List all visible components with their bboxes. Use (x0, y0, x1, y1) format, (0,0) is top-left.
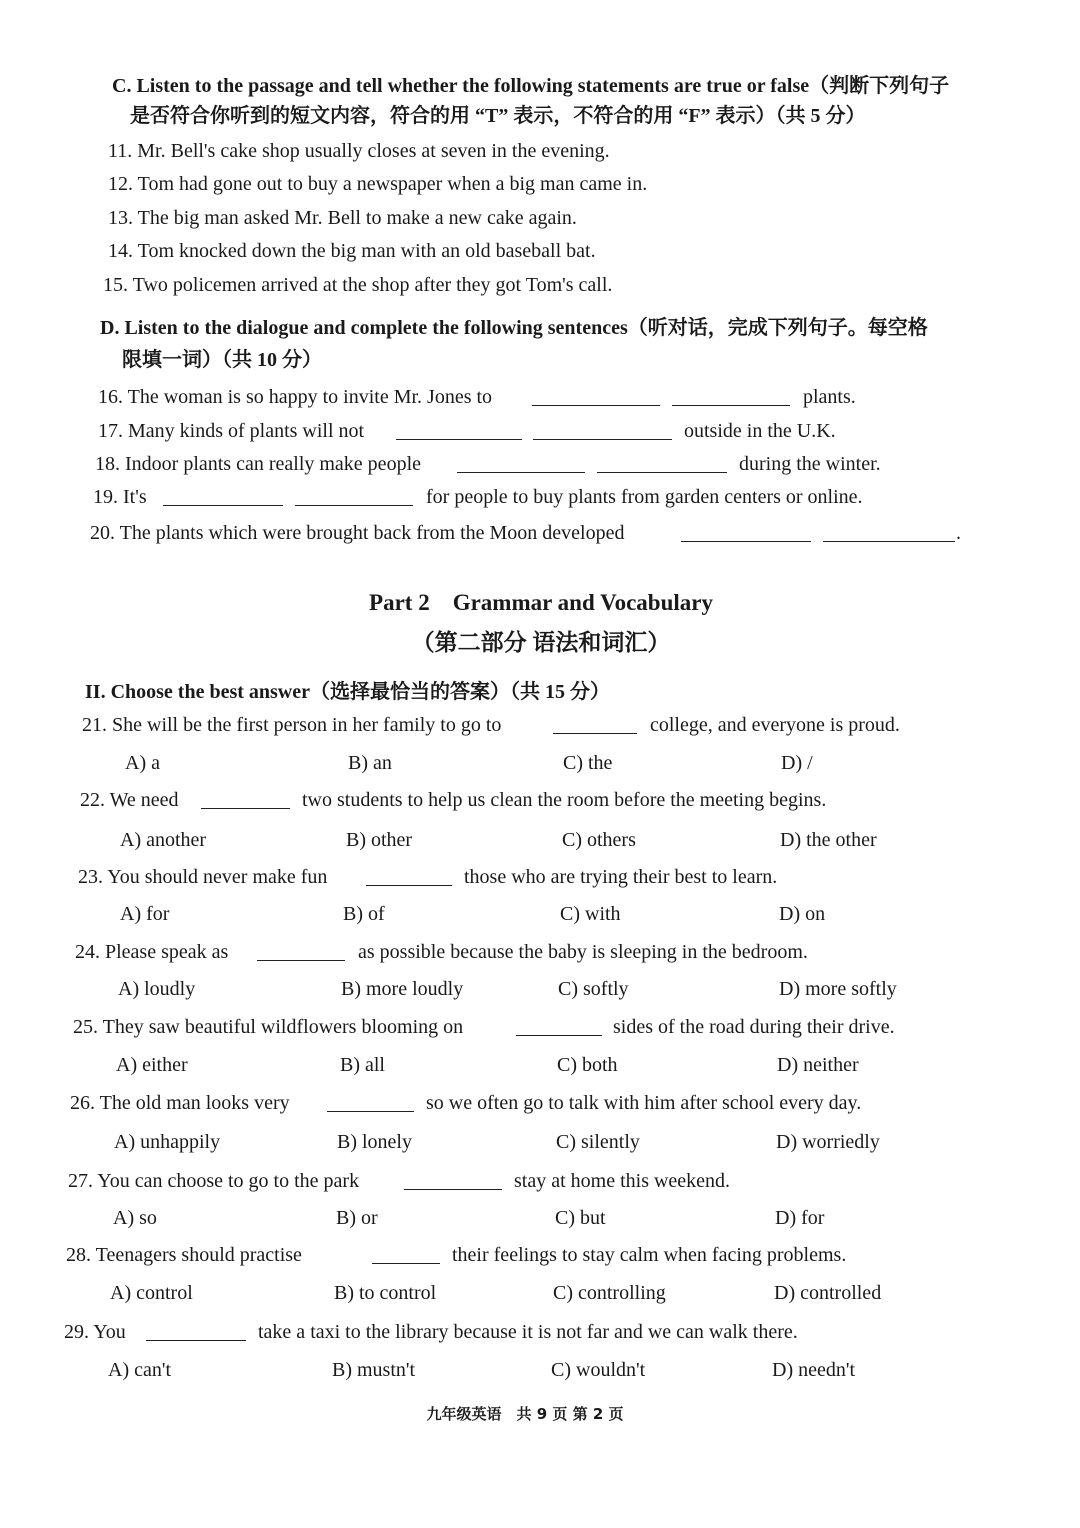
section-c-heading: C. Listen to the passage and tell whether the following statements are true or false（判断下列句子 (112, 75, 950, 97)
answer-blank (553, 733, 637, 734)
answer-option[interactable]: B) lonely (337, 1131, 412, 1153)
sentence-text: 20. The plants which were brought back from the Moon developed (90, 522, 625, 544)
question-text: 27. You can choose to go to the park (68, 1170, 360, 1192)
answer-blank (457, 472, 585, 473)
question-text: 29. You (64, 1321, 126, 1343)
answer-option[interactable]: D) controlled (774, 1282, 882, 1304)
answer-option[interactable]: A) so (113, 1207, 157, 1229)
question-ending: take a taxi to the library because it is not far and we can walk there. (258, 1321, 798, 1343)
answer-blank (146, 1340, 246, 1341)
answer-blank (532, 405, 660, 406)
answer-option[interactable]: B) more loudly (341, 978, 464, 1000)
answer-blank (201, 808, 290, 809)
answer-option[interactable]: A) either (116, 1054, 188, 1076)
answer-option[interactable]: B) all (340, 1054, 385, 1076)
answer-blank (295, 505, 413, 506)
answer-blank (396, 439, 522, 440)
answer-option[interactable]: A) unhappily (114, 1131, 221, 1153)
statement-item: 11. Mr. Bell's cake shop usually closes at seven in the evening. (108, 140, 610, 162)
answer-blank (597, 472, 727, 473)
sentence-text: 18. Indoor plants can really make people (95, 453, 421, 475)
sentence-ending: outside in the U.K. (684, 420, 836, 442)
answer-option[interactable]: A) control (110, 1282, 193, 1304)
answer-option[interactable]: C) others (562, 829, 636, 851)
question-ending: sides of the road during their drive. (613, 1016, 895, 1038)
statement-item: 13. The big man asked Mr. Bell to make a new cake again. (108, 207, 577, 229)
question-text: 22. We need (80, 789, 179, 811)
answer-blank (533, 439, 672, 440)
answer-option[interactable]: C) but (555, 1207, 606, 1229)
answer-option[interactable]: B) to control (334, 1282, 437, 1304)
answer-option[interactable]: A) for (120, 903, 170, 925)
sentence-ending: . (956, 522, 961, 544)
answer-option[interactable]: A) loudly (118, 978, 196, 1000)
answer-option[interactable]: A) a (125, 752, 160, 774)
section-d-heading: D. Listen to the dialogue and complete the following sentences（听对话，完成下列句子。每空格 (100, 317, 928, 339)
answer-option[interactable]: D) / (781, 752, 813, 774)
question-text: 23. You should never make fun (78, 866, 328, 888)
answer-blank (672, 405, 790, 406)
answer-option[interactable]: B) or (336, 1207, 378, 1229)
answer-option[interactable]: D) more softly (779, 978, 897, 1000)
question-text: 25. They saw beautiful wildflowers blooming on (73, 1016, 464, 1038)
answer-option[interactable]: D) worriedly (776, 1131, 880, 1153)
sentence-ending: for people to buy plants from garden centers or online. (426, 486, 863, 508)
answer-blank (372, 1263, 440, 1264)
answer-option[interactable]: C) silently (556, 1131, 640, 1153)
answer-blank (681, 541, 811, 542)
answer-option[interactable]: C) the (563, 752, 613, 774)
question-ending: two students to help us clean the room before the meeting begins. (302, 789, 827, 811)
answer-blank (163, 505, 283, 506)
question-text: 28. Teenagers should practise (66, 1244, 302, 1266)
answer-option[interactable]: B) other (346, 829, 413, 851)
question-ending: those who are trying their best to learn. (464, 866, 778, 888)
question-text: 24. Please speak as (75, 941, 229, 963)
statement-item: 15. Two policemen arrived at the shop after they got Tom's call. (103, 274, 613, 296)
question-ending: as possible because the baby is sleeping in the bedroom. (358, 941, 808, 963)
answer-blank (516, 1035, 602, 1036)
answer-blank (257, 960, 345, 961)
answer-option[interactable]: A) can't (108, 1359, 172, 1381)
sentence-text: 19. It's (93, 486, 147, 508)
section-d-instructions: 限填一词）（共 10 分） (122, 349, 322, 371)
part-title: Part 2 Grammar and Vocabulary (369, 590, 713, 615)
answer-option[interactable]: C) both (557, 1054, 618, 1076)
part-subtitle: （第二部分 语法和词汇） (411, 630, 671, 655)
question-text: 21. She will be the first person in her family to go to (82, 714, 502, 736)
question-ending: their feelings to stay calm when facing problems. (452, 1244, 847, 1266)
question-ending: college, and everyone is proud. (650, 714, 900, 736)
sentence-text: 16. The woman is so happy to invite Mr. Jones to (98, 386, 493, 408)
answer-option[interactable]: C) wouldn't (551, 1359, 646, 1381)
answer-option[interactable]: A) another (120, 829, 207, 851)
answer-blank (823, 541, 955, 542)
question-text: 26. The old man looks very (70, 1092, 290, 1114)
section-c-instructions: 是否符合你听到的短文内容，符合的用 “T” 表示，不符合的用 “F” 表示）（共 5 分） (130, 105, 866, 127)
answer-option[interactable]: B) an (348, 752, 392, 774)
answer-option[interactable]: B) of (343, 903, 385, 925)
answer-option[interactable]: D) on (779, 903, 826, 925)
answer-blank (404, 1189, 502, 1190)
answer-option[interactable]: D) needn't (772, 1359, 856, 1381)
page-footer: 九年级英语 共 9 页 第 2 页 (426, 1405, 624, 1423)
answer-option[interactable]: C) controlling (553, 1282, 666, 1304)
statement-item: 14. Tom knocked down the big man with an old baseball bat. (108, 240, 596, 262)
answer-blank (327, 1111, 414, 1112)
answer-option[interactable]: C) softly (558, 978, 629, 1000)
section-ii-heading: II. Choose the best answer（选择最恰当的答案）（共 15 分） (85, 681, 610, 703)
sentence-ending: during the winter. (739, 453, 881, 475)
question-ending: so we often go to talk with him after school every day. (426, 1092, 862, 1114)
answer-option[interactable]: D) for (775, 1207, 825, 1229)
sentence-text: 17. Many kinds of plants will not (98, 420, 365, 442)
sentence-ending: plants. (803, 386, 856, 408)
answer-option[interactable]: D) the other (780, 829, 877, 851)
answer-option[interactable]: C) with (560, 903, 621, 925)
answer-blank (366, 885, 452, 886)
answer-option[interactable]: D) neither (777, 1054, 859, 1076)
answer-option[interactable]: B) mustn't (332, 1359, 416, 1381)
statement-item: 12. Tom had gone out to buy a newspaper when a big man came in. (108, 173, 648, 195)
question-ending: stay at home this weekend. (514, 1170, 731, 1192)
